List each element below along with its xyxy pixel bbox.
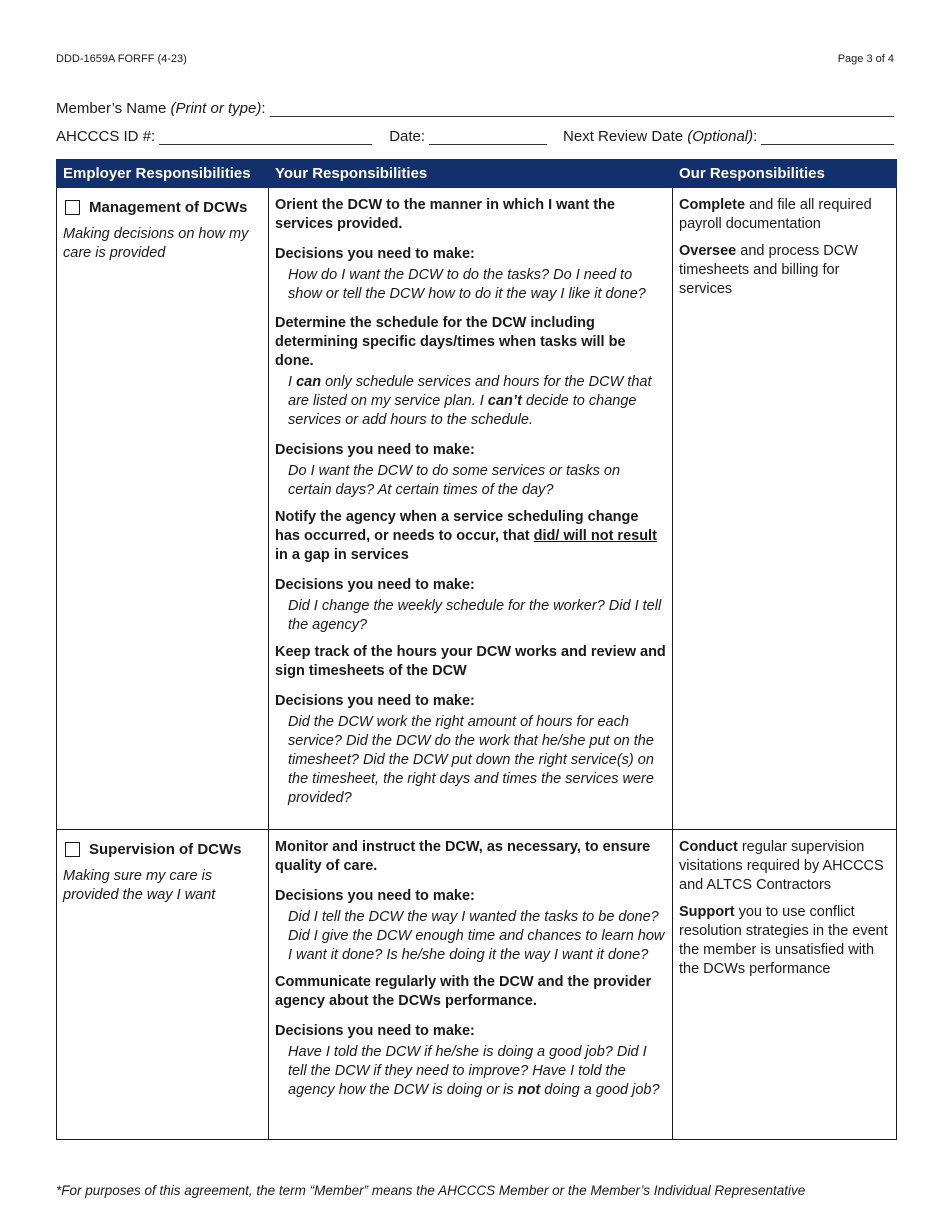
- our-item: Complete and file all required payroll documentation: [679, 197, 872, 232]
- our-item: Conduct regular supervision visitations required by AHCCCS and ALTCS Contractors: [679, 839, 884, 893]
- footnote: *For purposes of this agreement, the term “Member” means the AHCCCS Member or the Member’s Individual Representative: [56, 1183, 806, 1198]
- next-review-hint: (Optional): [687, 128, 754, 145]
- task-text: Keep track of the hours your DCW works and review and sign timesheets of the DCW: [275, 644, 666, 679]
- employer-cell: [57, 830, 269, 1140]
- header-our: Our Responsibilities: [673, 160, 897, 188]
- member-name-label: Member’s Name: [56, 100, 167, 117]
- date-label: Date:: [389, 128, 426, 145]
- table-row: [57, 830, 897, 1140]
- decision-text: Have I told the DCW if he/she is doing a good job? Did I tell the DCW if they need to improve? Have I told the agency how the DCW is doing or is not doing a good job?: [288, 1044, 660, 1098]
- member-name-hint: (Print or type): [170, 100, 262, 117]
- table-row: [57, 188, 897, 830]
- decisions-label: Decisions you need to make:: [275, 246, 475, 262]
- decision-text: Do I want the DCW to do some services or tasks on certain days? At certain times of the day?: [288, 463, 621, 498]
- category-heading: [63, 840, 262, 859]
- task-text: Determine the schedule for the DCW including determining specific days/times when tasks will be done.: [275, 315, 626, 369]
- employer-cell: [57, 188, 269, 830]
- category-label: Management of DCWs: [89, 199, 248, 216]
- decisions-label: Decisions you need to make:: [275, 577, 475, 593]
- decisions-label: Decisions you need to make:: [275, 888, 475, 904]
- our-item: Support you to use conflict resolution strategies in the event the member is unsatisfied with the DCWs performance: [679, 904, 888, 977]
- page-number: Page 3 of 4: [837, 53, 894, 65]
- decisions-label: Decisions you need to make:: [275, 442, 475, 458]
- next-review-field[interactable]: [761, 130, 894, 145]
- task-text: Communicate regularly with the DCW and the provider agency about the DCWs performance.: [275, 974, 652, 1009]
- supervision-checkbox[interactable]: [65, 842, 80, 857]
- category-description: Making decisions on how my care is provided: [63, 226, 249, 261]
- category-description: Making sure my care is provided the way I want: [63, 868, 216, 903]
- decisions-label: Decisions you need to make:: [275, 1023, 475, 1039]
- header-your: Your Responsibilities: [269, 160, 673, 188]
- next-review-label: Next Review Date: [563, 128, 684, 145]
- decision-text: Did the DCW work the right amount of hours for each service? Did the DCW do the work that he/she put on the timesheet? Did the DCW put down the right service(s) on the timesheet, the right days and times the services were provided?: [288, 714, 654, 806]
- task-text: Monitor and instruct the DCW, as necessary, to ensure quality of care.: [275, 839, 651, 874]
- decision-text: How do I want the DCW to do the tasks? Do I need to show or tell the DCW how to do it the way I like it done?: [288, 267, 646, 302]
- header-employer: Employer Responsibilities: [57, 160, 269, 188]
- your-cell: [269, 188, 673, 830]
- form-id: DDD-1659A FORFF (4-23): [56, 53, 187, 65]
- ahcccs-id-label: AHCCCS ID #:: [56, 128, 156, 145]
- category-label: Supervision of DCWs: [89, 841, 242, 858]
- your-cell: [269, 830, 673, 1140]
- decision-text: Did I tell the DCW the way I wanted the tasks to be done? Did I give the DCW enough time and chances to learn how I want it done? Is he/she doing it the way I want it done?: [288, 909, 665, 963]
- member-name-field[interactable]: [270, 102, 894, 117]
- task-text: Orient the DCW to the manner in which I want the services provided.: [275, 197, 615, 232]
- schedule-note: I can only schedule services and hours for the DCW that are listed on my service plan. I can’t decide to change services or add hours to the schedule.: [288, 374, 652, 428]
- responsibilities-table: [56, 159, 897, 1140]
- decision-text: Did I change the weekly schedule for the worker? Did I tell the agency?: [288, 598, 662, 633]
- member-name-row: Member’s Name (Print or type) :: [56, 100, 894, 117]
- our-cell: [673, 830, 897, 1140]
- our-item: Oversee and process DCW timesheets and billing for services: [679, 243, 858, 297]
- id-date-row: AHCCCS ID #: Date: Next Review Date (Optional) :: [56, 128, 894, 145]
- task-text: Notify the agency when a service scheduling change has occurred, or needs to occur, that did/ will not result in a gap in services: [275, 509, 657, 563]
- management-checkbox[interactable]: [65, 200, 80, 215]
- our-cell: [673, 188, 897, 830]
- ahcccs-id-field[interactable]: [159, 130, 372, 145]
- date-field[interactable]: [429, 130, 547, 145]
- category-heading: [63, 198, 262, 217]
- decisions-label: Decisions you need to make:: [275, 693, 475, 709]
